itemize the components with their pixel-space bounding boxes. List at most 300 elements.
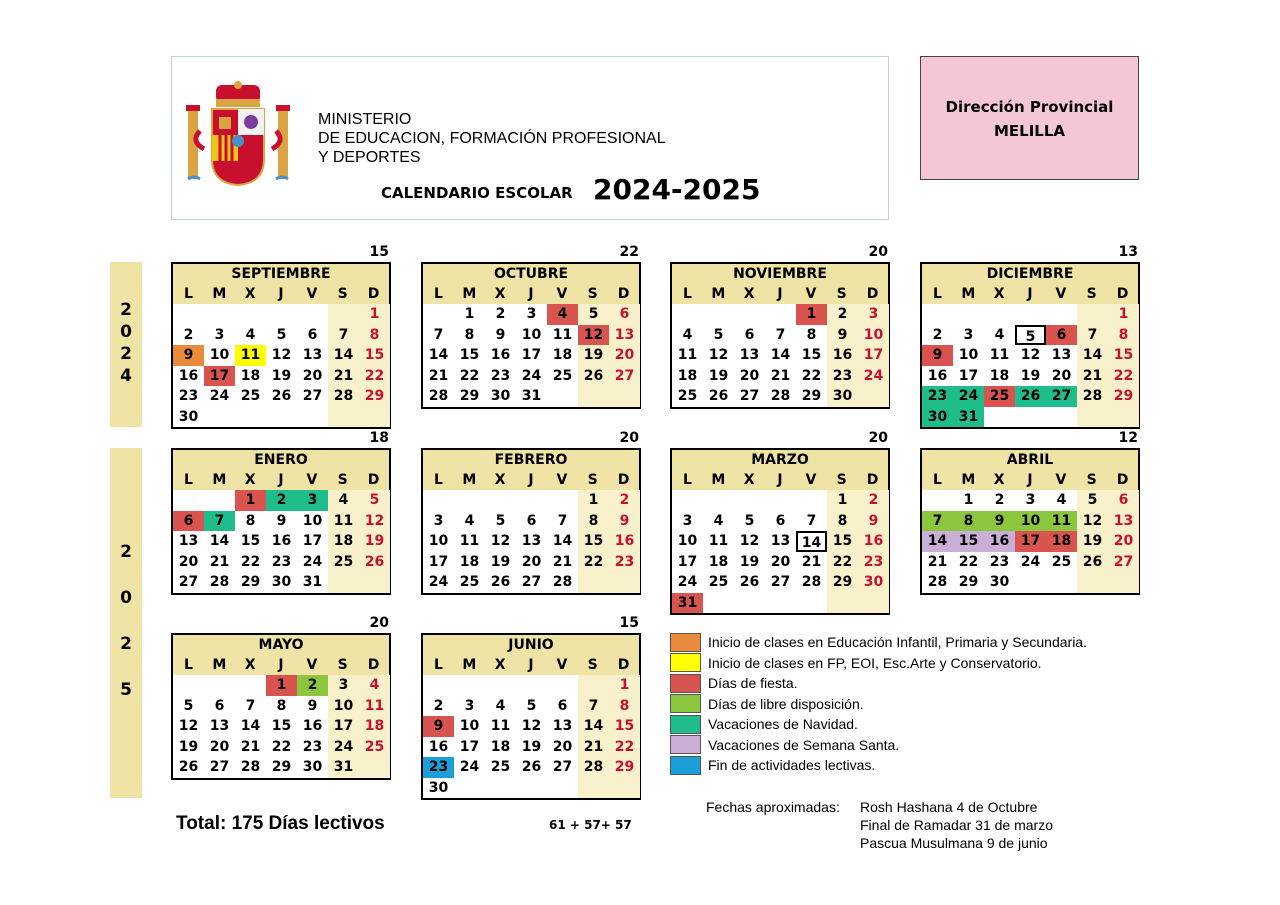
empty-cell [796, 490, 827, 511]
legend-item [670, 653, 1087, 674]
day-cell: 27 [1046, 386, 1077, 407]
month-school-days: 12 [1118, 430, 1138, 446]
day-cell: 3 [858, 304, 889, 325]
weekday-label: L [922, 284, 953, 304]
legend-text: Inicio de clases en Educación Infantil, Primaria y Secundaria. [708, 634, 1087, 651]
day-cell: 1 [827, 490, 858, 511]
month-title: MAYO [173, 635, 389, 655]
empty-cell [359, 407, 390, 428]
weekday-label: S [1076, 284, 1107, 304]
day-cell: 25 [552, 367, 573, 384]
calendar-year: 2024-2025 [593, 173, 761, 206]
day-cell: 21 [209, 553, 230, 570]
empty-cell [922, 304, 953, 325]
legend-text: Días de fiesta. [708, 675, 798, 692]
weekday-label: J [1015, 470, 1046, 490]
day-cell: 1 [235, 490, 266, 511]
day-cell: 25 [359, 737, 390, 758]
empty-cell [703, 490, 734, 511]
day-cell: 1 [796, 304, 827, 325]
term-sum: 61 + 57+ 57 [549, 818, 632, 832]
day-cell: 8 [464, 326, 475, 343]
weekday-label: V [296, 470, 327, 490]
weekday-label: X [984, 284, 1015, 304]
day-cell: 1 [963, 492, 974, 508]
empty-cell [204, 304, 235, 325]
legend-text: Vacaciones de Navidad. [708, 716, 858, 733]
empty-cell [672, 304, 703, 325]
day-cell: 6 [214, 697, 225, 714]
day-cell: 10 [209, 347, 230, 363]
month-school-days: 13 [1118, 244, 1138, 260]
year-bar-2025 [110, 448, 142, 798]
day-cell: 14 [209, 533, 230, 549]
day-cell: 9 [858, 511, 889, 532]
day-cell: 26 [708, 388, 729, 404]
day-cell: 12 [490, 533, 511, 549]
weekday-label: S [577, 655, 608, 675]
approx-date-item: Pascua Musulmana 9 de junio [860, 835, 1048, 851]
weekday-label: S [826, 470, 857, 490]
day-cell: 4 [547, 304, 578, 325]
empty-cell [703, 593, 734, 614]
day-cell: 25 [677, 388, 698, 404]
day-cell: 16 [827, 345, 858, 366]
day-cell: 6 [1108, 490, 1139, 511]
day-cell: 7 [775, 326, 786, 343]
year-digit: 2 [120, 542, 132, 562]
empty-cell [1077, 572, 1108, 593]
weekday-header [173, 655, 389, 675]
month-title: NOVIEMBRE [672, 264, 888, 284]
day-cell: 15 [953, 531, 984, 552]
day-cell: 6 [775, 512, 786, 529]
empty-cell [423, 675, 454, 696]
day-cell: 30 [178, 408, 199, 425]
day-cell: 16 [428, 738, 449, 755]
empty-cell [235, 407, 266, 428]
day-cell: 2 [994, 492, 1005, 508]
day-cell: 7 [806, 512, 817, 529]
month-noviembre [670, 262, 890, 409]
weekday-label: D [608, 655, 639, 675]
month-school-days: 15 [369, 244, 389, 260]
province-line-2: MELILLA [993, 122, 1066, 140]
day-cell: 25 [459, 574, 480, 590]
day-cell: 17 [428, 553, 449, 570]
day-cell: 27 [302, 388, 323, 404]
day-cell: 6 [744, 326, 755, 343]
weekday-label: L [423, 470, 454, 490]
weekday-label: M [953, 284, 984, 304]
day-cell: 16 [178, 367, 199, 384]
day-cell: 31 [521, 388, 542, 404]
day-cell: 30 [922, 407, 953, 428]
day-cell: 27 [178, 574, 199, 590]
empty-cell [1108, 407, 1139, 428]
empty-cell [266, 407, 297, 428]
day-cell: 22 [958, 553, 979, 570]
day-cell: 28 [927, 574, 948, 590]
weekday-label: X [734, 470, 765, 490]
day-cell: 30 [271, 574, 292, 590]
day-cell: 8 [578, 511, 609, 532]
day-cell: 18 [240, 367, 261, 384]
day-cell: 22 [1108, 366, 1139, 387]
day-cell: 20 [770, 553, 791, 570]
weekday-label: S [826, 284, 857, 304]
day-cell: 20 [521, 553, 542, 570]
day-cell: 19 [359, 531, 390, 552]
empty-cell [297, 407, 328, 428]
day-cell: 23 [989, 553, 1010, 570]
day-cell: 18 [328, 531, 359, 552]
day-cell: 5 [578, 304, 609, 325]
day-cell: 9 [307, 697, 318, 714]
day-cell: 21 [428, 367, 449, 384]
day-cell: 4 [245, 326, 256, 343]
empty-cell [235, 304, 266, 325]
weekday-label: L [672, 284, 703, 304]
day-cell: 15 [827, 531, 858, 552]
empty-cell [204, 407, 235, 428]
day-cell: 7 [922, 511, 953, 532]
day-cell: 9 [276, 512, 287, 529]
empty-cell [609, 572, 640, 593]
weekday-label: J [516, 470, 547, 490]
day-cell: 23 [858, 552, 889, 573]
day-cell: 10 [428, 533, 449, 549]
day-cell: 11 [459, 533, 480, 549]
weekday-label: X [485, 655, 516, 675]
day-cell: 5 [744, 512, 755, 529]
empty-cell [765, 490, 796, 511]
day-cell: 4 [495, 697, 506, 714]
weekday-label: M [204, 284, 235, 304]
day-cell: 20 [209, 738, 230, 755]
weekday-label: M [454, 470, 485, 490]
weekday-label: L [173, 470, 204, 490]
day-cell: 2 [266, 490, 297, 511]
empty-cell [359, 757, 390, 778]
day-cell: 26 [271, 388, 292, 404]
empty-cell [516, 490, 547, 511]
year-bar-2024 [110, 262, 142, 427]
weekday-label: L [423, 284, 454, 304]
day-cell: 13 [1051, 347, 1072, 363]
weekday-label: V [795, 470, 826, 490]
day-cell: 26 [1015, 386, 1046, 407]
day-cell: 7 [245, 697, 256, 714]
day-cell: 18 [989, 367, 1010, 384]
day-cell: 9 [495, 326, 506, 343]
day-cell: 19 [739, 553, 760, 570]
day-cell: 2 [183, 326, 194, 343]
approx-date-item: Final de Ramadar 31 de marzo [860, 817, 1053, 833]
day-cell: 21 [1077, 366, 1108, 387]
day-cell: 22 [609, 737, 640, 758]
day-cell: 23 [490, 367, 511, 384]
day-grid [922, 490, 1138, 593]
day-cell: 23 [827, 366, 858, 387]
weekday-label: D [608, 284, 639, 304]
empty-cell [984, 304, 1015, 325]
empty-cell [359, 572, 390, 593]
weekday-label: D [857, 284, 888, 304]
weekday-label: X [485, 470, 516, 490]
month-school-days: 20 [868, 244, 888, 260]
day-cell: 9 [984, 511, 1015, 532]
day-cell: 19 [490, 553, 511, 570]
weekday-label: V [795, 284, 826, 304]
legend-item [670, 694, 1087, 715]
day-cell: 11 [552, 326, 573, 343]
month-school-days: 20 [868, 430, 888, 446]
day-cell: 4 [994, 326, 1005, 343]
day-cell: 13 [552, 718, 573, 734]
day-cell: 10 [1015, 511, 1046, 532]
month-octubre [421, 262, 641, 409]
year-digit: 2 [120, 300, 132, 320]
legend-swatch [670, 653, 701, 672]
weekday-label: D [358, 470, 389, 490]
empty-cell [204, 675, 235, 696]
day-cell: 20 [1108, 531, 1139, 552]
legend-swatch [670, 715, 701, 734]
day-cell: 5 [276, 326, 287, 343]
day-cell: 16 [271, 533, 292, 549]
day-cell: 3 [433, 512, 444, 529]
day-cell: 19 [1077, 531, 1108, 552]
day-cell: 26 [521, 759, 542, 775]
day-cell: 29 [609, 757, 640, 778]
weekday-label: V [296, 655, 327, 675]
weekday-header [423, 655, 639, 675]
day-grid [423, 304, 639, 407]
day-cell: 26 [490, 574, 511, 590]
empty-cell [328, 407, 359, 428]
empty-cell [454, 675, 485, 696]
day-cell: 1 [1108, 304, 1139, 325]
day-cell: 13 [609, 325, 640, 346]
day-cell: 8 [953, 511, 984, 532]
month-enero [171, 448, 391, 595]
weekday-label: J [1015, 284, 1046, 304]
day-cell: 28 [770, 388, 791, 404]
day-cell: 24 [209, 388, 230, 404]
weekday-label: X [734, 284, 765, 304]
day-cell: 5 [495, 512, 506, 529]
day-cell: 28 [428, 388, 449, 404]
day-cell: 3 [963, 326, 974, 343]
day-cell: 2 [858, 490, 889, 511]
day-cell: 25 [328, 552, 359, 573]
day-cell: 22 [578, 552, 609, 573]
empty-cell [609, 778, 640, 799]
empty-cell [1015, 304, 1046, 325]
day-cell: 24 [858, 366, 889, 387]
empty-cell [328, 572, 359, 593]
day-cell: 10 [328, 696, 359, 717]
day-cell: 14 [770, 347, 791, 363]
day-cell: 23 [271, 553, 292, 570]
month-title: OCTUBRE [423, 264, 639, 284]
month-title: ENERO [173, 450, 389, 470]
day-cell: 8 [609, 696, 640, 717]
legend-swatch [670, 735, 701, 754]
day-cell: 17 [858, 345, 889, 366]
weekday-label: V [1045, 470, 1076, 490]
weekday-label: J [765, 470, 796, 490]
day-cell: 20 [739, 367, 760, 384]
day-cell: 14 [552, 533, 573, 549]
ministry-line-2: DE EDUCACION, FORMACIÓN PROFESIONAL [318, 130, 666, 147]
day-cell: 5 [359, 490, 390, 511]
weekday-label: J [516, 284, 547, 304]
empty-cell [578, 778, 609, 799]
month-school-days: 22 [619, 244, 639, 260]
legend-item [670, 673, 1087, 694]
empty-cell [328, 304, 359, 325]
weekday-label: S [1076, 470, 1107, 490]
year-digit: 5 [120, 680, 132, 700]
weekday-label: D [1107, 284, 1138, 304]
legend-swatch [670, 756, 701, 775]
month-title: ABRIL [922, 450, 1138, 470]
day-cell: 14 [796, 531, 827, 552]
weekday-label: L [922, 470, 953, 490]
day-cell: 28 [801, 574, 822, 590]
day-cell: 31 [953, 407, 984, 428]
weekday-header [173, 470, 389, 490]
year-digit: 4 [120, 366, 132, 386]
day-cell: 20 [552, 738, 573, 755]
day-cell: 31 [328, 757, 359, 778]
day-cell: 9 [827, 325, 858, 346]
day-cell: 18 [459, 553, 480, 570]
empty-cell [516, 778, 547, 799]
day-cell: 4 [328, 490, 359, 511]
weekday-label: D [857, 470, 888, 490]
day-cell: 10 [302, 512, 323, 529]
day-cell: 13 [302, 347, 323, 363]
day-cell: 18 [359, 716, 390, 737]
calendar-label: CALENDARIO ESCOLAR [381, 184, 573, 202]
empty-cell [1046, 407, 1077, 428]
day-cell: 8 [245, 512, 256, 529]
day-cell: 12 [521, 718, 542, 734]
day-cell: 16 [927, 367, 948, 384]
day-cell: 24 [459, 759, 480, 775]
day-cell: 24 [428, 574, 449, 590]
month-diciembre [920, 262, 1140, 429]
day-cell: 3 [1025, 492, 1036, 508]
day-cell: 29 [1108, 386, 1139, 407]
day-cell: 2 [433, 697, 444, 714]
day-cell: 6 [609, 304, 640, 325]
day-cell: 22 [459, 367, 480, 384]
empty-cell [796, 593, 827, 614]
day-cell: 30 [302, 759, 323, 775]
empty-cell [454, 778, 485, 799]
day-cell: 12 [178, 718, 199, 734]
weekday-label: J [516, 655, 547, 675]
day-cell: 25 [1051, 553, 1072, 570]
weekday-label: X [984, 470, 1015, 490]
empty-cell [204, 490, 235, 511]
day-cell: 13 [521, 533, 542, 549]
empty-cell [485, 490, 516, 511]
day-cell: 21 [328, 366, 359, 387]
month-school-days: 20 [369, 615, 389, 631]
day-cell: 28 [328, 386, 359, 407]
day-cell: 30 [989, 574, 1010, 590]
weekday-label: X [235, 655, 266, 675]
day-cell: 6 [307, 326, 318, 343]
day-cell: 1 [464, 306, 475, 322]
day-cell: 3 [214, 326, 225, 343]
day-cell: 9 [423, 716, 454, 737]
day-cell: 7 [433, 326, 444, 343]
empty-cell [297, 304, 328, 325]
day-cell: 27 [209, 759, 230, 775]
day-cell: 25 [984, 386, 1015, 407]
day-cell: 30 [428, 779, 449, 796]
day-cell: 15 [459, 347, 480, 363]
day-cell: 29 [271, 759, 292, 775]
day-cell: 28 [209, 574, 230, 590]
weekday-label: J [765, 284, 796, 304]
day-cell: 9 [173, 345, 204, 366]
empty-cell [734, 593, 765, 614]
day-cell: 13 [739, 347, 760, 363]
day-cell: 12 [1077, 511, 1108, 532]
day-cell: 15 [609, 716, 640, 737]
day-cell: 14 [922, 531, 953, 552]
weekday-label: X [235, 470, 266, 490]
day-cell: 28 [578, 757, 609, 778]
empty-cell [609, 386, 640, 407]
weekday-header [672, 470, 888, 490]
weekday-label: M [953, 470, 984, 490]
weekday-label: D [358, 655, 389, 675]
day-cell: 9 [609, 511, 640, 532]
day-cell: 23 [178, 388, 199, 404]
empty-cell [858, 386, 889, 407]
day-cell: 7 [557, 512, 568, 529]
day-cell: 19 [271, 367, 292, 384]
day-grid [672, 490, 888, 613]
day-cell: 21 [801, 553, 822, 570]
weekday-label: V [1045, 284, 1076, 304]
total-days: Total: 175 Días lectivos [176, 813, 385, 834]
empty-cell [1077, 304, 1108, 325]
day-cell: 18 [677, 367, 698, 384]
legend-text: Fin de actividades lectivas. [708, 757, 876, 774]
day-cell: 14 [578, 716, 609, 737]
day-cell: 22 [359, 366, 390, 387]
day-cell: 25 [490, 759, 511, 775]
day-cell: 29 [958, 574, 979, 590]
day-cell: 7 [578, 696, 609, 717]
empty-cell [765, 304, 796, 325]
empty-cell [423, 490, 454, 511]
weekday-header [922, 284, 1138, 304]
weekday-header [922, 470, 1138, 490]
day-cell: 17 [459, 738, 480, 755]
empty-cell [578, 386, 609, 407]
day-cell: 3 [297, 490, 328, 511]
